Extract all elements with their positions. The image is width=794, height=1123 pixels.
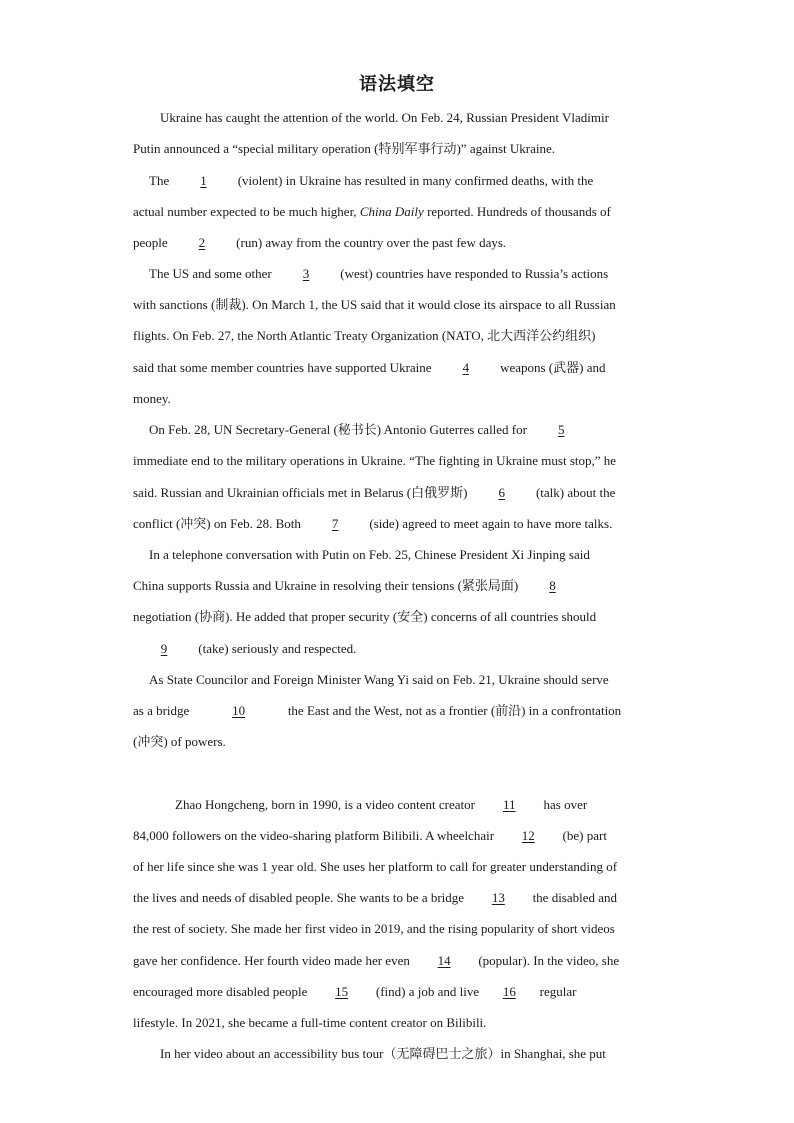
passage1-line-20: as a bridge 10 the East and the West, not as a frontier (前沿) in a confrontation	[133, 703, 622, 718]
blank-2[interactable]: 2	[198, 235, 206, 250]
blank-7[interactable]: 7	[331, 516, 339, 531]
blank-11[interactable]: 11	[502, 797, 516, 812]
blank-16[interactable]: 16	[502, 984, 516, 999]
passage1-line-12: immediate end to the military operations in Ukraine. “The fighting in Ukraine must stop,” he	[133, 453, 617, 468]
passage1-line-15: In a telephone conversation with Putin on Feb. 25, Chinese President Xi Jinping said	[149, 547, 590, 562]
passage1-line-18: 9 (take) seriously and respected.	[133, 641, 356, 657]
blank-10[interactable]: 10	[232, 703, 246, 718]
passage2-line-2: 84,000 followers on the video-sharing platform Bilibili. A wheelchair 12 (be) part	[133, 828, 607, 843]
passage1-line-21: (冲突) of powers.	[133, 734, 226, 749]
passage1-line-6: The US and some other 3 (west) countries have responded to Russia’s actions	[149, 266, 609, 281]
blank-3[interactable]: 3	[302, 266, 310, 281]
passage2-line-7: encouraged more disabled people 15 (find) a job and live 16 regular	[133, 984, 577, 999]
passage1-line-1: Ukraine has caught the attention of the world. On Feb. 24, Russian President Vladimir	[160, 110, 609, 125]
passage1-line-5: people 2 (run) away from the country over the past few days.	[133, 235, 507, 250]
blank-6[interactable]: 6	[498, 485, 505, 500]
page-title: 语法填空	[359, 74, 435, 95]
passage2-line-4: the lives and needs of disabled people. She wants to be a bridge 13 the disabled and	[133, 890, 618, 905]
passage1-line-10: money.	[133, 391, 171, 406]
blank-12[interactable]: 12	[521, 828, 535, 843]
passage1-line-9: said that some member countries have supported Ukraine 4 weapons (武器) and	[133, 360, 606, 375]
passage1-line-11: On Feb. 28, UN Secretary-General (秘书长) Antonio Guterres called for 5	[149, 422, 592, 438]
passage2-line-6: gave her confidence. Her fourth video made her even 14 (popular). In the video, she	[133, 953, 620, 968]
blank-5[interactable]: 5	[557, 422, 565, 437]
passage2-line-5: the rest of society. She made her first video in 2019, and the rising popularity of short videos	[133, 921, 615, 936]
passage1-line-17: negotiation (协商). He added that proper security (安全) concerns of all countries should	[133, 609, 597, 624]
passage1-line-13: said. Russian and Ukrainian officials met in Belarus (白俄罗斯) 6 (talk) about the	[133, 485, 616, 500]
passage1-line-14: conflict (冲突) on Feb. 28. Both 7 (side) agreed to meet again to have more talks.	[133, 516, 613, 531]
blank-1[interactable]: 1	[200, 173, 207, 188]
blank-8[interactable]: 8	[549, 578, 556, 593]
passage2-line-3: of her life since she was 1 year old. She uses her platform to call for greater understanding of	[133, 859, 618, 874]
passage1-line-16: China supports Russia and Ukraine in resolving their tensions (紧张局面) 8	[133, 578, 584, 594]
passage2-line-9: In her video about an accessibility bus tour（无障碍巴士之旅）in Shanghai, she put	[160, 1046, 606, 1061]
blank-9[interactable]: 9	[160, 641, 168, 656]
passage2-line-1: Zhao Hongcheng, born in 1990, is a video content creator 11 has over	[175, 797, 588, 812]
passage1-line-8: flights. On Feb. 27, the North Atlantic Treaty Organization (NATO, 北大西洋公约组织)	[133, 328, 596, 343]
passage1-line-4: actual number expected to be much higher, China Daily reported. Hundreds of thousands of	[133, 204, 611, 219]
blank-15[interactable]: 15	[335, 984, 349, 999]
blank-13[interactable]: 13	[491, 890, 505, 905]
passage2-line-8: lifestyle. In 2021, she became a full-time content creator on Bilibili.	[133, 1015, 487, 1030]
passage1-line-3: The 1 (violent) in Ukraine has resulted in many confirmed deaths, with the	[149, 173, 594, 188]
blank-4[interactable]: 4	[462, 360, 470, 375]
blank-14[interactable]: 14	[437, 953, 451, 968]
passage1-line-19: As State Councilor and Foreign Minister Wang Yi said on Feb. 21, Ukraine should serve	[149, 672, 609, 687]
passage1-line-2: Putin announced a “special military operation (特别军事行动)” against Ukraine.	[133, 141, 556, 156]
passage1-line-7: with sanctions (制裁). On March 1, the US said that it would close its airspace to all Russian	[133, 297, 616, 312]
